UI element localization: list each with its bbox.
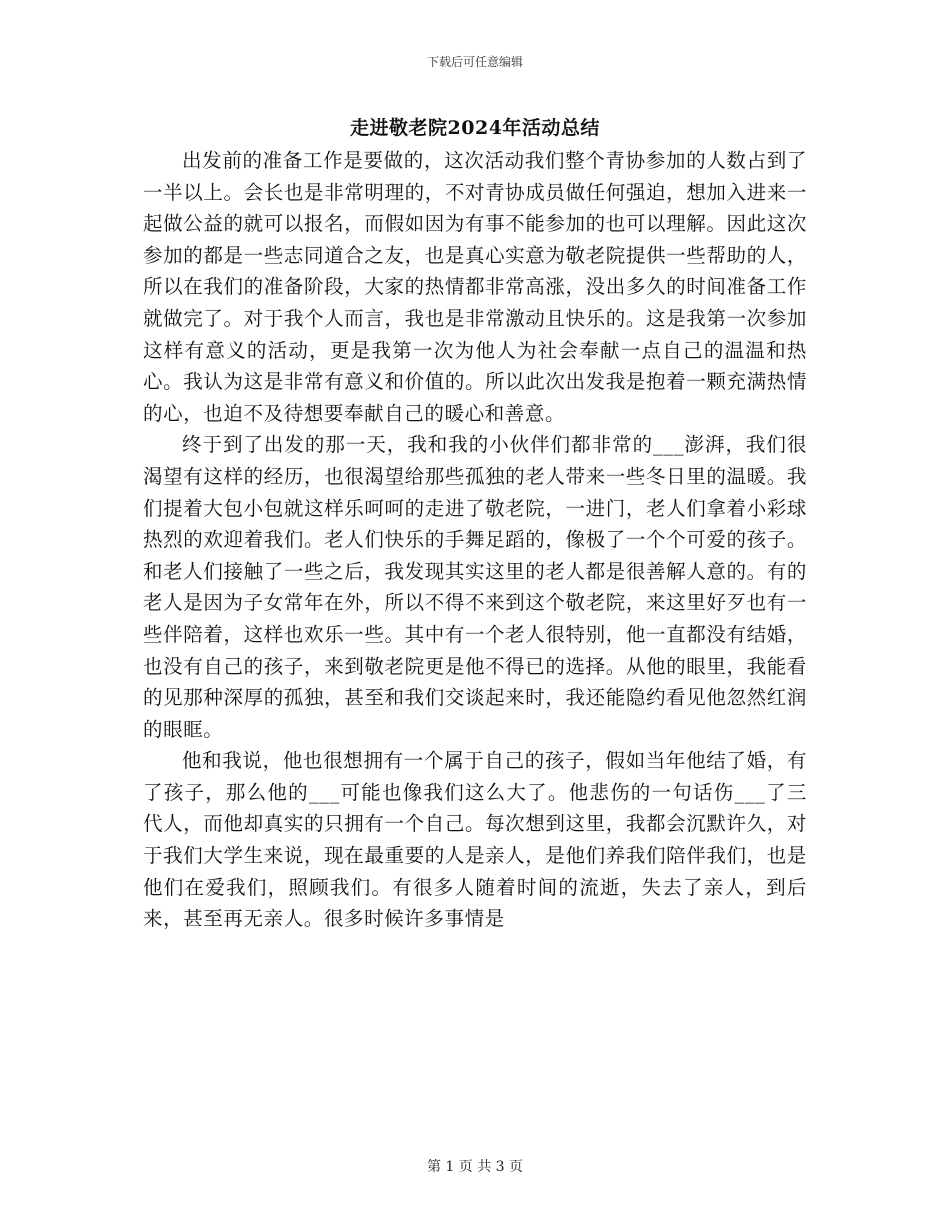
document-body	[143, 145, 807, 935]
page-footer: 第 1 页 共 3 页	[426, 1159, 524, 1175]
paragraph: 出发前的准备工作是要做的，这次活动我们整个青协参加的人数占到了一半以上。会长也是非常明理的，不对青协成员做任何强迫，想加入进来一起做公益的就可以报名，而假如因为有事不能参加的也可以理解。因此这次参加的都是一些志同道合之友，也是真心实意为敬老院提供一些帮助的人，所以在我们的准备阶段，大家的热情都非常高涨，没出多久的时间准备工作就做完了。对于我个人而言，我也是非常激动且快乐的。这是我第一次参加这样有意义的活动，更是我第一次为他人为社会奉献一点自己的温温和热心。我认为这是非常有意义和价值的。所以此次出发我是抱着一颗充满热情的心，也迫不及待想要奉献自己的暖心和善意。	[143, 149, 807, 425]
document-title: 走进敬老院2024年活动总结	[350, 117, 600, 139]
paragraph: 他和我说，他也很想拥有一个属于自己的孩子，假如当年他结了婚，有了孩子，那么他的___可能也像我们这么大了。他悲伤的一句话伤___了三代人，而他却真实的只拥有一个自己。每次想到这里，我都会沉默许久，对于我们大学生来说，现在最重要的人是亲人，是他们养我们陪伴我们，也是他们在爱我们，照顾我们。有很多人随着时间的流逝，失去了亲人，到后来，甚至再无亲人。很多时候许多事情是	[143, 749, 807, 931]
paragraph: 终于到了出发的那一天，我和我的小伙伴们都非常的___澎湃，我们很渴望有这样的经历，也很渴望给那些孤独的老人带来一些冬日里的温暖。我们提着大包小包就这样乐呵呵的走进了敬老院，一进门，老人们拿着小彩球热烈的欢迎着我们。老人们快乐的手舞足蹈的，像极了一个个可爱的孩子。和老人们接触了一些之后，我发现其实这里的老人都是很善解人意的。有的老人是因为子女常年在外，所以不得不来到这个敬老院，来这里好歹也有一些伴陪着，这样也欢乐一些。其中有一个老人很特别，他一直都没有结婚，也没有自己的孩子，来到敬老院更是他不得已的选择。从他的眼里，我能看的见那种深厚的孤独，甚至和我们交谈起来时，我还能隐约看见他忽然红润的眼眶。	[143, 433, 807, 741]
header-note: 下载后可任意编辑	[426, 55, 523, 69]
